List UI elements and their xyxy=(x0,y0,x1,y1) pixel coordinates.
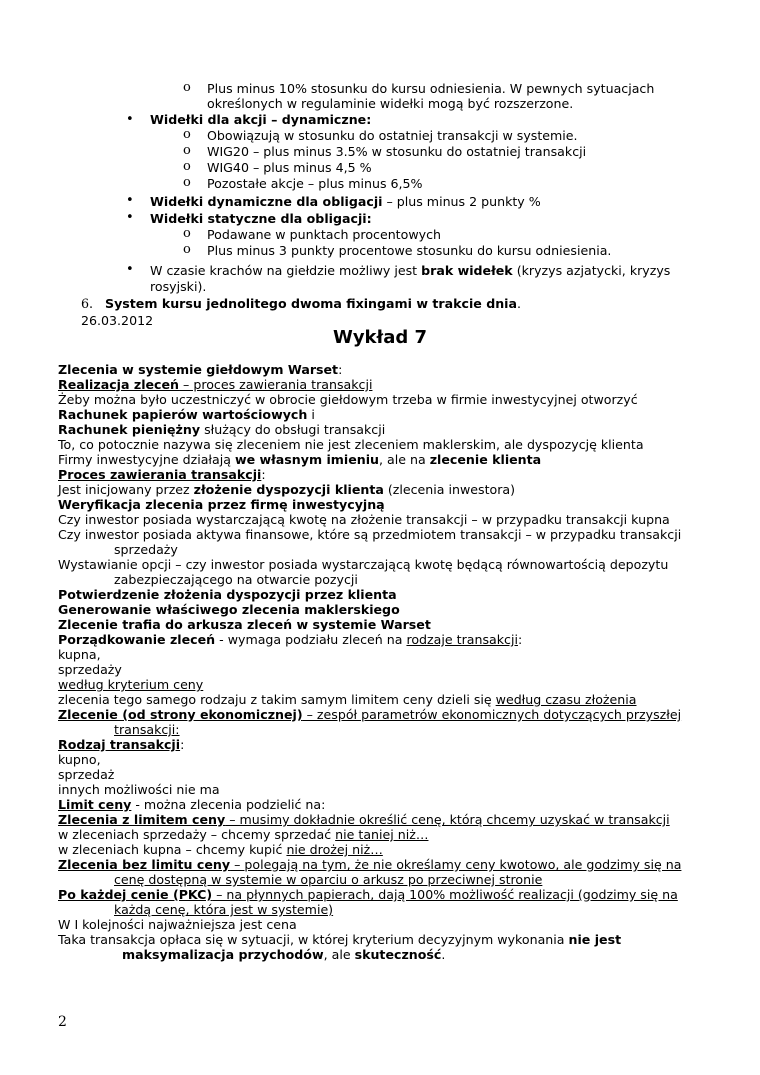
text-line xyxy=(58,452,541,467)
text-line: Weryfikacja zlecenia przez firmę inwestycyjną xyxy=(58,497,385,512)
text-line: sprzedaży xyxy=(58,662,122,677)
bullet-heading: Widełki statyczne dla obligacji: xyxy=(150,211,372,226)
text-line xyxy=(58,932,621,947)
text-line xyxy=(58,692,637,707)
text: zlecenia tego samego rodzaju z takim samym limitem ceny dzieli się xyxy=(58,692,496,707)
text-line: sprzedaż xyxy=(58,767,115,782)
text-line: innych możliwości nie ma xyxy=(58,782,220,797)
text: : xyxy=(261,467,266,482)
text: w zleceniach kupna – chcemy kupić xyxy=(58,842,287,857)
text-line xyxy=(58,407,315,422)
text-line xyxy=(58,827,428,842)
text-line xyxy=(58,632,522,647)
text: Jest inicjowany przez xyxy=(58,482,194,497)
date: 26.03.2012 xyxy=(81,313,154,328)
text: , ale xyxy=(323,947,355,962)
text-line: każdą cenę, która jest w systemie) xyxy=(114,902,334,917)
bold-text: maksymalizacja przychodów xyxy=(122,947,324,962)
text-line xyxy=(58,707,681,722)
text-line: WIG20 – plus minus 3.5% w stosunku do ostatniej transakcji xyxy=(207,144,587,159)
text-line: sprzedaży xyxy=(114,542,178,557)
text-line xyxy=(122,947,445,962)
sub-bullet: o xyxy=(183,143,191,158)
text: – plus minus 2 punkty % xyxy=(382,194,541,209)
bold-text: nie jest xyxy=(568,932,622,947)
sub-bullet: o xyxy=(183,127,191,142)
text-line: określonych w regulaminie widełki mogą być rozszerzone. xyxy=(207,96,574,111)
sub-bullet: o xyxy=(183,80,191,95)
text: . xyxy=(441,947,446,962)
bullet: • xyxy=(126,262,134,277)
text: – polegają na tym, że nie określamy ceny kwotowo, ale godzimy się na xyxy=(230,857,682,872)
bullet: • xyxy=(126,193,134,208)
bold-text: Zlecenia w systemie giełdowym Warset xyxy=(58,362,339,377)
text-line xyxy=(58,797,325,812)
text-line xyxy=(58,362,342,377)
text: - wymaga podziału zleceń na xyxy=(215,632,407,647)
text: i xyxy=(307,407,315,422)
text-line: według kryterium ceny xyxy=(58,677,204,692)
underlined-text: według czasu złożenia xyxy=(495,692,637,707)
text-line: Żeby można było uczestniczyć w obrocie giełdowym trzeba w firmie inwestycyjnej otworzyć xyxy=(58,392,638,407)
text-line: To, co potocznie nazywa się zleceniem nie jest zleceniem maklerskim, ale dyspozycję klienta xyxy=(58,437,644,452)
text-line xyxy=(58,467,266,482)
page-title: Wykład 7 xyxy=(332,327,428,348)
bold-text: złożenie dyspozycji klienta xyxy=(193,482,384,497)
text-line: rosyjski). xyxy=(150,279,207,294)
text-line: W I kolejności najważniejsza jest cena xyxy=(58,917,297,932)
text: , ale na xyxy=(379,452,430,467)
text-line: Potwierdzenie złożenia dyspozycji przez klienta xyxy=(58,587,397,602)
text-line: Czy inwestor posiada wystarczającą kwotę na złożenie transakcji – w przypadku transakcji kupna xyxy=(58,512,670,527)
text-line xyxy=(105,296,521,311)
bold-text: Rachunek papierów wartościowych xyxy=(58,407,308,422)
text: służący do obsługi transakcji xyxy=(200,422,386,437)
sub-bullet: o xyxy=(183,242,191,257)
text-line: Pozostałe akcje – plus minus 6,5% xyxy=(207,176,423,191)
text: W czasie krachów na giełdzie możliwy jest xyxy=(150,263,422,278)
text: w zleceniach sprzedaży – chcemy sprzedać xyxy=(58,827,336,842)
sub-bullet: o xyxy=(183,175,191,190)
text: Taka transakcja opłaca się w sytuacji, w której kryterium decyzyjnym wykonania xyxy=(58,932,569,947)
bullet-heading: Widełki dla akcji – dynamiczne: xyxy=(150,112,372,127)
bullet: • xyxy=(126,112,134,127)
bold-text: zlecenie klienta xyxy=(429,452,542,467)
bold-text: Realizacja zleceń xyxy=(58,377,180,392)
bold-text: skuteczność xyxy=(354,947,442,962)
text: Firmy inwestycyjne działają xyxy=(58,452,235,467)
underlined-text: rodzaje transakcji xyxy=(406,632,518,647)
text: (kryzys azjatycki, kryzys xyxy=(512,263,671,278)
bold-text: brak widełek xyxy=(421,263,513,278)
bold-text: Proces zawierania transakcji xyxy=(58,467,262,482)
text: – zespół parametrów ekonomicznych dotyczących przyszłej xyxy=(302,707,682,722)
bold-text: Zlecenie (od strony ekonomicznej) xyxy=(58,707,303,722)
text-line: Podawane w punktach procentowych xyxy=(207,227,441,242)
text: . xyxy=(517,296,522,311)
bold-text: System kursu jednolitego dwoma fixingami w trakcie dnia xyxy=(105,296,517,311)
text-line xyxy=(58,887,678,902)
bold-text: Widełki dynamiczne dla obligacji xyxy=(150,194,383,209)
underlined-text: nie taniej niż… xyxy=(335,827,429,842)
underlined-text: nie drożej niż… xyxy=(286,842,383,857)
text-line xyxy=(58,842,383,857)
text: - można zlecenia podzielić na: xyxy=(131,797,326,812)
bold-text: we własnym imieniu xyxy=(234,452,380,467)
text: : xyxy=(517,632,523,647)
text: – musimy dokładnie określić cenę, którą chcemy uzyskać w transakcji xyxy=(225,812,670,827)
text-line: Zlecenie trafia do arkusza zleceń w systemie Warset xyxy=(58,617,431,632)
text-line: kupno, xyxy=(58,752,101,767)
bullet: • xyxy=(126,210,134,225)
text-line xyxy=(150,194,541,209)
bold-text: Po każdej cenie (PKC) xyxy=(58,887,213,902)
list-number: 6. xyxy=(81,296,94,311)
bold-text: Zlecenia bez limitu ceny xyxy=(58,857,231,872)
text: – proces zawierania transakcji xyxy=(179,377,373,392)
text-line: Obowiązują w stosunku do ostatniej transakcji w systemie. xyxy=(207,128,578,143)
text: : xyxy=(338,362,343,377)
text: (zlecenia inwestora) xyxy=(383,482,516,497)
text-line xyxy=(58,737,184,752)
text-line: transakcji: xyxy=(114,722,180,737)
text-line xyxy=(58,422,385,437)
bold-text: Rachunek pieniężny xyxy=(58,422,201,437)
text-line: Plus minus 10% stosunku do kursu odniesienia. W pewnych sytuacjach xyxy=(207,81,655,96)
bold-text: Rodzaj transakcji xyxy=(58,737,181,752)
text: – na płynnych papierach, dają 100% możliwość realizacji (godzimy się na xyxy=(212,887,678,902)
text-line xyxy=(58,377,372,392)
text-line xyxy=(58,857,681,872)
text-line: Plus minus 3 punkty procentowe stosunku do kursu odniesienia. xyxy=(207,243,612,258)
page-number: 2 xyxy=(58,1014,67,1030)
sub-bullet: o xyxy=(183,159,191,174)
text-line: WIG40 – plus minus 4,5 % xyxy=(207,160,372,175)
text-line: Generowanie właściwego zlecenia maklerskiego xyxy=(58,602,400,617)
text-line: cenę dostępną w systemie w oparciu o arkusz po przeciwnej stronie xyxy=(114,872,543,887)
text-line: kupna, xyxy=(58,647,101,662)
text-line xyxy=(58,482,515,497)
text-line: Czy inwestor posiada aktywa finansowe, które są przedmiotem transakcji – w przypadku transakcji xyxy=(58,527,682,542)
bold-text: Porządkowanie zleceń xyxy=(58,632,216,647)
text-line: zabezpieczającego na otwarcie pozycji xyxy=(114,572,358,587)
text-line xyxy=(150,263,670,278)
text-line: Wystawianie opcji – czy inwestor posiada wystarczającą kwotę będącą równowartością depozytu xyxy=(58,557,669,572)
text: : xyxy=(180,737,185,752)
text-line xyxy=(58,812,670,827)
bold-text: Zlecenia z limitem ceny xyxy=(58,812,226,827)
sub-bullet: o xyxy=(183,226,191,241)
bold-text: Limit ceny xyxy=(58,797,132,812)
